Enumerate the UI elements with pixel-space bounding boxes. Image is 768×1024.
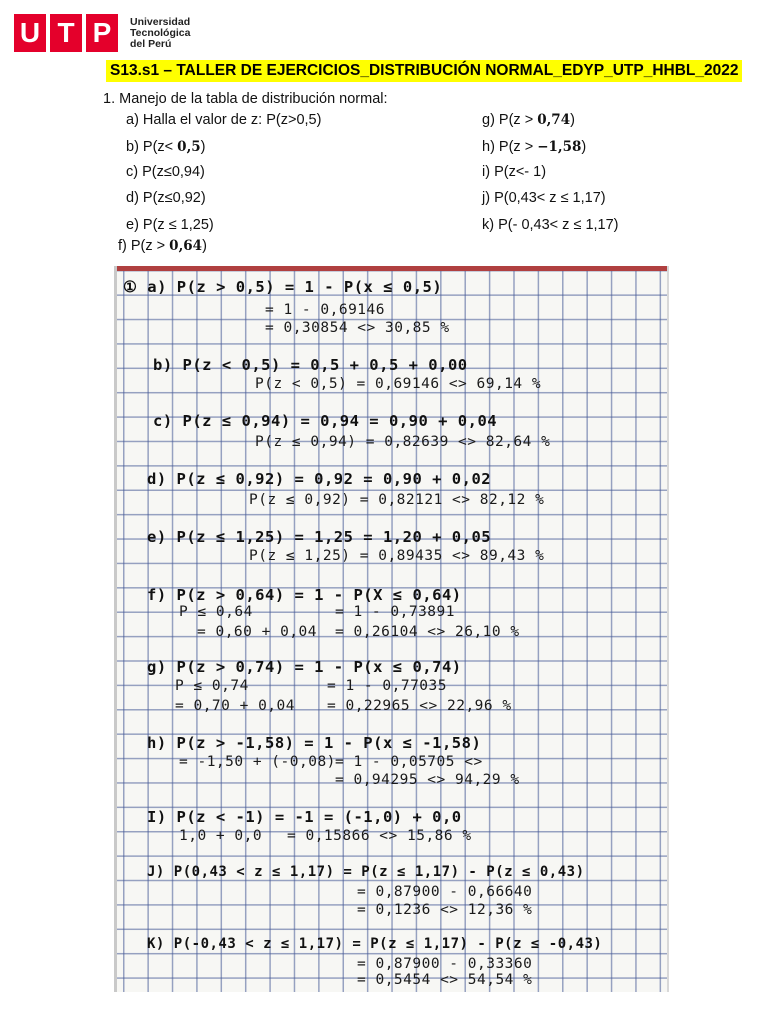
hw-line-k2: = 0,87900 - 0,33360 bbox=[357, 956, 533, 972]
exercise-item-e: e) P(z ≤ 1,25) bbox=[126, 217, 214, 233]
hw-line-i1: I) P(z < -1) = -1 = (-1,0) + 0,0 bbox=[147, 808, 462, 826]
logo-text-line-2: Tecnológica bbox=[130, 26, 191, 39]
exercise-item-i: i) P(z<- 1) bbox=[482, 164, 547, 180]
logo-letters bbox=[14, 14, 122, 52]
exercise-item-d: d) P(z≤0,92) bbox=[126, 190, 206, 206]
hw-line-g5: = 0,22965 <> 22,96 % bbox=[327, 698, 512, 714]
exercise-item-h bbox=[482, 139, 586, 155]
hw-exercise-number: ① bbox=[123, 278, 138, 296]
hw-line-f1: f) P(z > 0,64) = 1 - P(X ≤ 0,64) bbox=[147, 586, 462, 604]
hw-line-f5: = 0,26104 <> 26,10 % bbox=[335, 624, 520, 640]
exercise-item-b-suffix: ) bbox=[200, 139, 206, 155]
utp-logo bbox=[14, 14, 190, 52]
logo-letter-u: U bbox=[14, 14, 46, 52]
hw-line-g3: = 1 - 0,77035 bbox=[327, 678, 447, 694]
hw-line-e2: P(z ≤ 1,25) = 0,89435 <> 89,43 % bbox=[249, 548, 545, 564]
logo-university-name bbox=[130, 17, 190, 50]
hw-line-k1: K) P(-0,43 < z ≤ 1,17) = P(z ≤ 1,17) - P(z ≤ -0,43) bbox=[147, 936, 603, 952]
exercise-item-k: k) P(- 0,43< z ≤ 1,17) bbox=[482, 217, 619, 233]
exercise-item-a: a) Halla el valor de z: P(z>0,5) bbox=[126, 112, 322, 128]
exercise-item-f-prefix: f) P(z > bbox=[118, 238, 170, 254]
hw-line-f3: = 1 - 0,73891 bbox=[335, 604, 455, 620]
hw-line-j1: J) P(0,43 < z ≤ 1,17) = P(z ≤ 1,17) - P(z ≤ 0,43) bbox=[147, 864, 585, 880]
exercise-item-b-value: 0,5 bbox=[177, 139, 201, 155]
logo-text-line-1: Universidad bbox=[130, 15, 191, 28]
exercise-item-f-value: 0,64 bbox=[169, 238, 203, 254]
hw-line-b2: P(z < 0,5) = 0,69146 <> 69,14 % bbox=[255, 376, 542, 392]
hw-line-a1 bbox=[123, 278, 442, 296]
hw-line-g1: g) P(z > 0,74) = 1 - P(x ≤ 0,74) bbox=[147, 658, 462, 676]
logo-text-line-3: del Perú bbox=[130, 37, 172, 50]
hw-line-d2: P(z ≤ 0,92) = 0,82121 <> 82,12 % bbox=[249, 492, 545, 508]
hw-line-f2: P ≤ 0,64 bbox=[179, 604, 253, 620]
hw-line-i3: = 0,15866 <> 15,86 % bbox=[287, 828, 472, 844]
hw-line-e1: e) P(z ≤ 1,25) = 1,25 = 1,20 + 0,05 bbox=[147, 528, 492, 546]
hw-line-a2: = 1 - 0,69146 bbox=[265, 302, 385, 318]
exercise-item-b bbox=[126, 139, 206, 155]
handwritten-solutions-photo bbox=[114, 266, 669, 992]
exercise-item-g-suffix: ) bbox=[570, 112, 575, 128]
logo-letter-p: P bbox=[86, 14, 118, 52]
exercise-item-j: j) P(0,43< z ≤ 1,17) bbox=[482, 190, 606, 206]
hw-line-h1: h) P(z > -1,58) = 1 - P(x ≤ -1,58) bbox=[147, 734, 482, 752]
hw-line-h4: = 0,94295 <> 94,29 % bbox=[335, 772, 520, 788]
hw-line-a1-text: a) P(z > 0,5) = 1 - P(x ≤ 0,5) bbox=[147, 278, 443, 296]
exercise-item-f-suffix: ) bbox=[202, 238, 207, 254]
hw-line-h2: = -1,50 + (-0,08) bbox=[179, 754, 336, 770]
hw-line-g4: = 0,70 + 0,04 bbox=[175, 698, 295, 714]
logo-letter-t: T bbox=[50, 14, 82, 52]
exercise-item-f bbox=[118, 238, 207, 254]
hw-line-k3: = 0,5454 <> 54,54 % bbox=[357, 972, 533, 988]
hw-line-a3: = 0,30854 <> 30,85 % bbox=[265, 320, 450, 336]
exercise-item-c: c) P(z≤0,94) bbox=[126, 164, 205, 180]
exercise-item-g bbox=[482, 112, 575, 128]
hw-line-i2: 1,0 + 0,0 bbox=[179, 828, 263, 844]
exercise-item-h-prefix: h) P(z > bbox=[482, 139, 538, 155]
exercise-item-h-value: −1,58 bbox=[537, 139, 582, 155]
hw-line-g2: P ≤ 0,74 bbox=[175, 678, 249, 694]
hw-line-h3: = 1 - 0,05705 <> bbox=[335, 754, 483, 770]
exercise-heading: 1. Manejo de la tabla de distribución normal: bbox=[103, 91, 388, 107]
hw-line-b1: b) P(z < 0,5) = 0,5 + 0,5 + 0,00 bbox=[153, 356, 468, 374]
exercise-item-g-prefix: g) P(z > bbox=[482, 112, 538, 128]
exercise-item-g-value: 0,74 bbox=[537, 112, 571, 128]
document-title: S13.s1 – TALLER DE EJERCICIOS_DISTRIBUCIÓN NORMAL_EDYP_UTP_HHBL_2022 bbox=[106, 60, 742, 82]
hw-line-f4: = 0,60 + 0,04 bbox=[197, 624, 317, 640]
hw-line-c1: c) P(z ≤ 0,94) = 0,94 = 0,90 + 0,04 bbox=[153, 412, 498, 430]
exercise-item-h-suffix: ) bbox=[581, 139, 587, 155]
hw-line-c2: P(z ≤ 0,94) = 0,82639 <> 82,64 % bbox=[255, 434, 551, 450]
hw-line-d1: d) P(z ≤ 0,92) = 0,92 = 0,90 + 0,02 bbox=[147, 470, 492, 488]
hw-line-j3: = 0,1236 <> 12,36 % bbox=[357, 902, 533, 918]
exercise-item-b-prefix: b) P(z< bbox=[126, 139, 178, 155]
hw-line-j2: = 0,87900 - 0,66640 bbox=[357, 884, 533, 900]
